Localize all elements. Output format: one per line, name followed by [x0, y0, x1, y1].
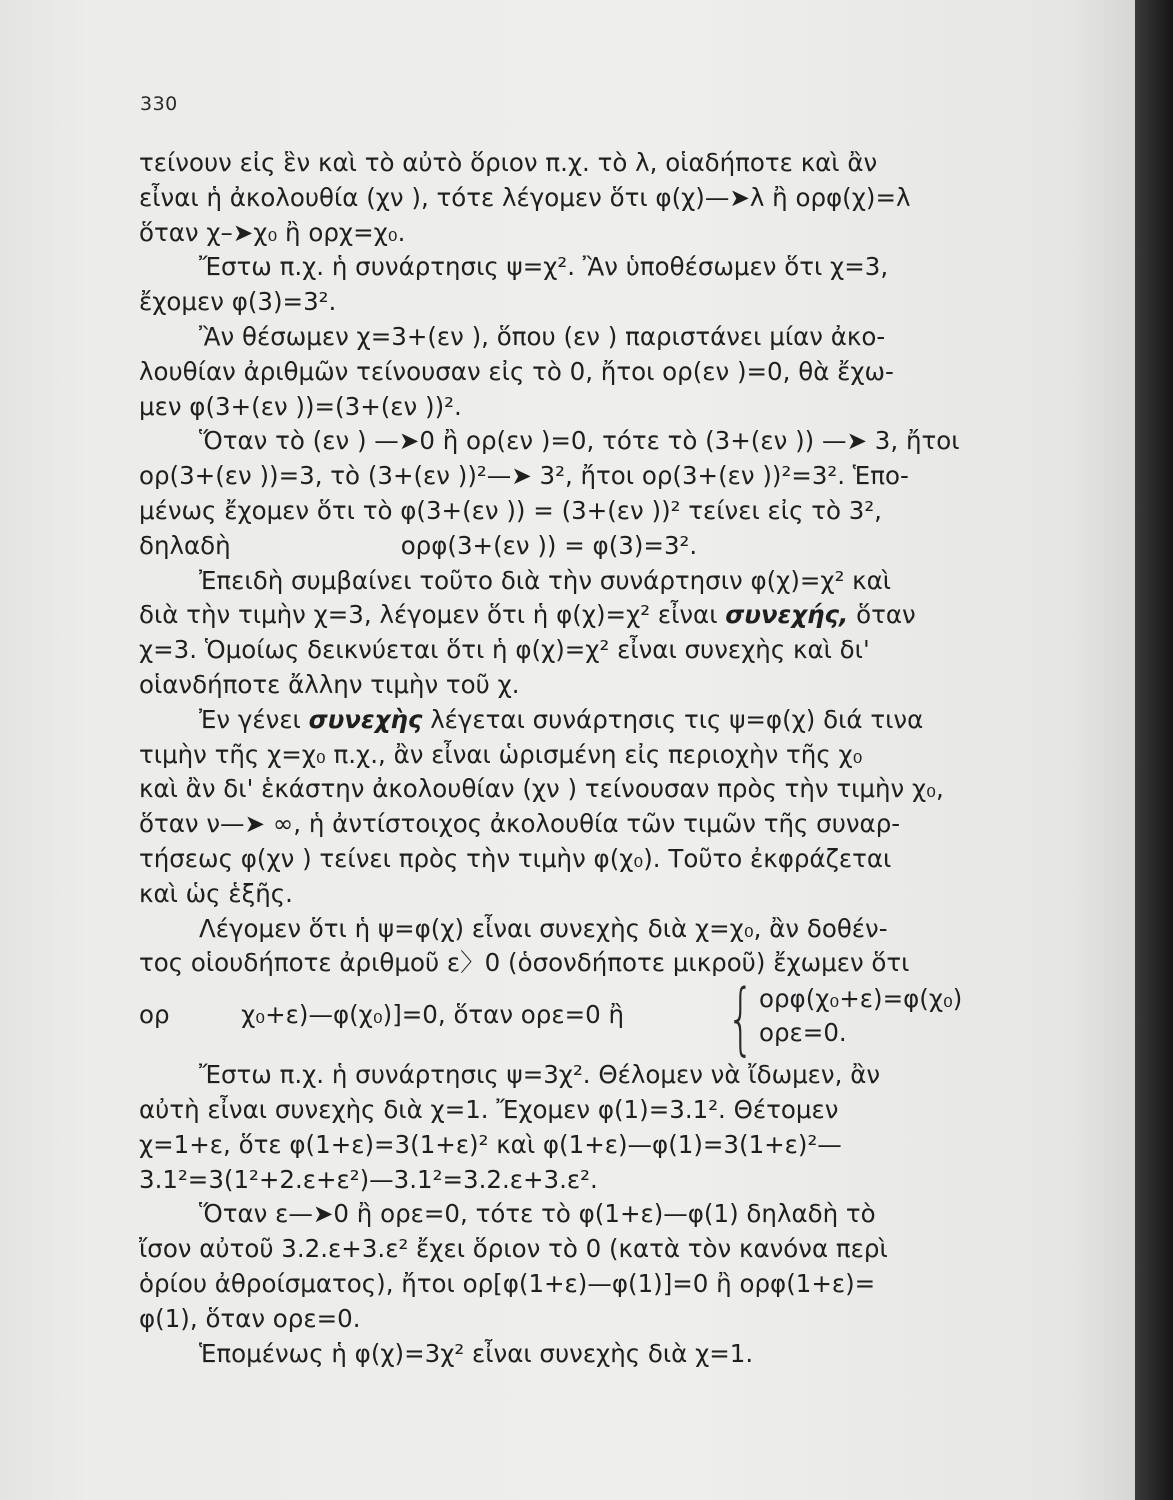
text-line: Ὅταν τὸ (εν ) —➤0 ἢ ορ(εν )=0, τότε τὸ (3+(εν )) —➤ 3, ἤτοι — [199, 426, 960, 456]
text-line: ορ(3+(εν ))=3, τὸ (3+(εν ))²—➤ 3², ἤτοι ορ(3+(εν ))²=3². Ἑπο- — [139, 461, 909, 491]
emphasis-term: συνεχής, — [725, 600, 849, 630]
text-fragment: ορ — [139, 1000, 170, 1030]
text-line: ἴσον αὐτοῦ 3.2.ε+3.ε² ἔχει ὅριον τὸ 0 (κατὰ τὸν κανόνα περὶ — [139, 1234, 888, 1264]
text-line: Ἔστω π.χ. ἡ συνάρτησις ψ=3χ². Θέλομεν νὰ ἴδωμεν, ἂν — [199, 1060, 881, 1090]
text-line — [139, 529, 1041, 564]
text-line: Λέγομεν ὅτι ἡ ψ=φ(χ) εἶναι συνεχὴς διὰ χ=χ₀, ἂν δοθέν- — [199, 913, 888, 943]
text-line: τήσεως φ(χν ) τείνει πρὸς τὴν τιμὴν φ(χ₀). Τοῦτο ἐκφράζεται — [139, 843, 892, 873]
page-number: 330 — [140, 93, 178, 115]
text-line: ὁρίου ἀθροίσματος), ἤτοι ορ[φ(1+ε)—φ(1)]=0 ἢ ορφ(1+ε)= — [139, 1268, 876, 1298]
text-line: τιμὴν τῆς χ=χ₀ π.χ., ἂν εἶναι ὡρισμένη εἰς περιοχὴν τῆς χ₀ — [139, 739, 863, 769]
text-fragment: χ₀+ε)—φ(χ₀)]=0, ὅταν ορε=0 ἢ — [241, 1000, 625, 1030]
text-line: καὶ ὡς ἑξῆς. — [139, 878, 293, 908]
text-line: Ἐπειδὴ συμβαίνει τοῦτο διὰ τὴν συνάρτησιν φ(χ)=χ² καὶ — [199, 565, 892, 595]
formula-left — [139, 998, 624, 1033]
text-fragment: λέγεται συνάρτησις τις ψ=φ(χ) διά τινα — [430, 704, 924, 734]
text-fragment: ὅταν — [856, 600, 916, 630]
text-line: χ=3. Ὁμοίως δεικνύεται ὅτι ἡ φ(χ)=χ² εἶναι συνεχὴς καὶ δι' — [139, 635, 870, 665]
text-line — [139, 598, 1041, 633]
text-line: μένως ἔχομεν ὅτι τὸ φ(3+(εν )) = (3+(εν ))² τείνει εἰς τὸ 3², — [139, 495, 882, 525]
text-line: Ἂν θέσωμεν χ=3+(εν ), ὅπου (εν ) παριστάνει μίαν ἀκο- — [199, 321, 886, 351]
formula-condition: ορε=0. — [759, 1018, 847, 1048]
emphasis-term: συνεχὴς — [308, 704, 423, 734]
text-line: μεν φ(3+(εν ))=(3+(εν ))². — [139, 391, 462, 421]
limit-formula — [139, 974, 1041, 1065]
text-line: λουθίαν ἀριθμῶν τείνουσαν εἰς τὸ 0, ἤτοι ορ(εν )=0, θὰ ἔχω- — [139, 356, 894, 386]
text-line: ὅταν χ–➤χ₀ ἢ ορχ=χ₀. — [139, 217, 406, 247]
text-line: εἶναι ἡ ἀκολουθία (χν ), τότε λέγομεν ὅτι φ(χ)—➤λ ἢ ορφ(χ)=λ — [139, 182, 911, 212]
text-line: Ὅταν ε—➤0 ἢ ορε=0, τότε τὸ φ(1+ε)—φ(1) δηλαδὴ τὸ — [199, 1199, 876, 1229]
text-fragment: δηλαδὴ — [139, 530, 231, 560]
text-line: ὅταν ν—➤ ∞, ἡ ἀντίστοιχος ἀκολουθία τῶν τιμῶν τῆς συναρ- — [139, 809, 901, 839]
text-line: φ(1), ὅταν ορε=0. — [139, 1303, 361, 1333]
text-fragment: διὰ τὴν τιμὴν χ=3, λέγομεν ὅτι ἡ φ(χ)=χ² εἶναι — [139, 600, 718, 630]
text-line: Ἑπομένως ἡ φ(χ)=3χ² εἶναι συνεχὴς διὰ χ=1. — [199, 1338, 754, 1368]
text-line — [139, 703, 1041, 738]
text-line: οἱανδήποτε ἄλλην τιμὴν τοῦ χ. — [139, 669, 520, 699]
formula-condition: ορφ(χ₀+ε)=φ(χ₀) — [759, 984, 963, 1014]
page-text — [139, 146, 1041, 1371]
text-fragment: ορφ(3+(εν )) = φ(3)=3². — [400, 530, 698, 560]
brace-icon: { — [727, 974, 755, 1065]
text-line: χ=1+ε, ὅτε φ(1+ε)=3(1+ε)² καὶ φ(1+ε)—φ(1)=3(1+ε)²— — [139, 1129, 842, 1159]
text-fragment: Ἐν γένει — [199, 704, 301, 734]
text-line: 3.1²=3(1²+2.ε+ε²)—3.1²=3.2.ε+3.ε². — [139, 1164, 598, 1194]
text-line: τείνουν εἰς ἓν καὶ τὸ αὐτὸ ὅριον π.χ. τὸ λ, οἱαδήποτε καὶ ἂν — [139, 148, 878, 177]
text-line: Ἔστω π.χ. ἡ συνάρτησις ψ=χ². Ἂν ὑποθέσωμεν ὅτι χ=3, — [199, 252, 889, 282]
text-line: καὶ ἂν δι' ἑκάστην ἀκολουθίαν (χν ) τείνουσαν πρὸς τὴν τιμὴν χ₀, — [139, 774, 944, 804]
text-line: ἔχομεν φ(3)=3². — [139, 287, 337, 317]
book-spine-edge — [1135, 0, 1173, 1500]
text-line: αὐτὴ εἶναι συνεχὴς διὰ χ=1. Ἔχομεν φ(1)=3.1². Θέτομεν — [139, 1094, 839, 1124]
text-line: τος οἱουδήποτε ἀριθμοῦ ε〉0 (ὁσονδήποτε μικροῦ) ἔχωμεν ὅτι — [139, 948, 910, 978]
